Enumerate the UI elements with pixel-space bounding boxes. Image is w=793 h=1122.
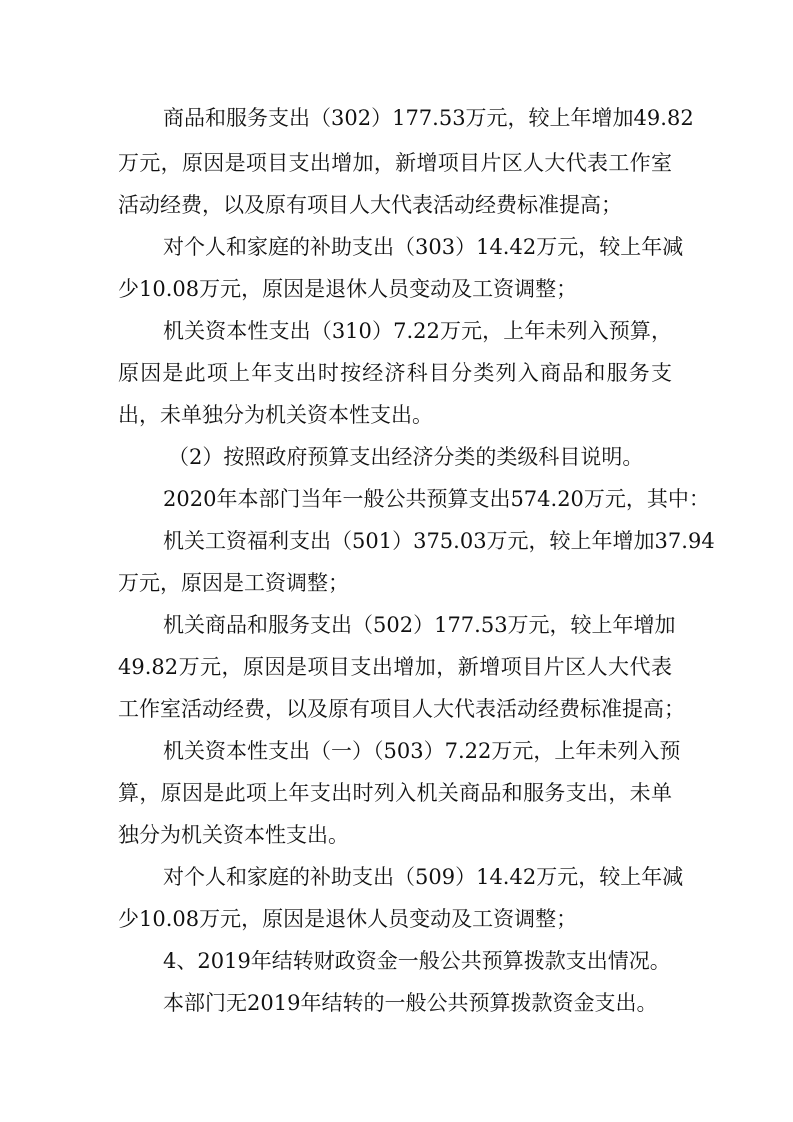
paragraph-line: 机关商品和服务支出（502）177.53万元，较上年增加 xyxy=(163,613,676,637)
paragraph-line: 机关资本性支出（310）7.22万元，上年未列入预算， xyxy=(163,319,672,343)
paragraph-line: 原因是此项上年支出时按经济科目分类列入商品和服务支 xyxy=(118,361,672,385)
paragraph-line: 对个人和家庭的补助支出（509）14.42万元，较上年减 xyxy=(163,865,684,889)
paragraph-line: 商品和服务支出（302）177.53万元，较上年增加49.82 xyxy=(163,106,694,130)
section-heading: （2）按照政府预算支出经济分类的类级科目说明。 xyxy=(168,445,644,469)
paragraph-line: 万元，原因是项目支出增加，新增项目片区人大代表工作室 xyxy=(118,151,672,175)
paragraph-line: 少10.08万元，原因是退休人员变动及工资调整； xyxy=(118,907,578,931)
paragraph-line: 出，未单独分为机关资本性支出。 xyxy=(118,403,433,427)
section-heading: 4、2019年结转财政资金一般公共预算拨款支出情况。 xyxy=(163,949,671,973)
paragraph-line: 工作室活动经费，以及原有项目人大代表活动经费标准提高； xyxy=(118,697,685,721)
paragraph-line: 少10.08万元，原因是退休人员变动及工资调整； xyxy=(118,277,578,301)
paragraph-line: 万元，原因是工资调整； xyxy=(118,571,349,595)
paragraph-line: 对个人和家庭的补助支出（303）14.42万元，较上年减 xyxy=(163,235,684,259)
paragraph-line: 机关工资福利支出（501）375.03万元，较上年增加37.94 xyxy=(163,529,715,553)
paragraph-line: 活动经费，以及原有项目人大代表活动经费标准提高； xyxy=(118,193,622,217)
paragraph-line: 2020年本部门当年一般公共预算支出574.20万元，其中： xyxy=(163,487,710,511)
paragraph-line: 本部门无2019年结转的一般公共预算拨款资金支出。 xyxy=(163,991,658,1015)
paragraph-line: 独分为机关资本性支出。 xyxy=(118,823,349,847)
paragraph-line: 49.82万元，原因是项目支出增加，新增项目片区人大代表 xyxy=(118,655,672,679)
paragraph-line: 算，原因是此项上年支出时列入机关商品和服务支出，未单 xyxy=(118,781,672,805)
paragraph-line: 机关资本性支出（一）（503）7.22万元，上年未列入预 xyxy=(163,739,681,763)
